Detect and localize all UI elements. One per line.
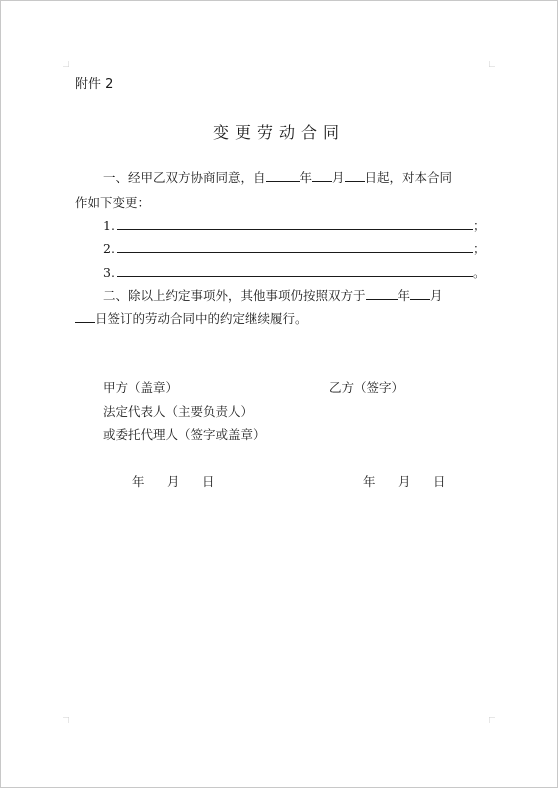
date-b-day: 日: [433, 474, 446, 489]
para2-line2-suffix: 日签订的劳动合同中的约定继续履行。: [95, 311, 308, 326]
para1-month: 月: [332, 170, 345, 185]
corner-mark-icon: [63, 61, 69, 67]
blank-year[interactable]: [366, 286, 398, 300]
date-a-day: 日: [202, 474, 215, 489]
corner-mark-icon: [489, 61, 495, 67]
blank-month[interactable]: [312, 168, 332, 182]
para1-line1: [103, 168, 452, 186]
item-blank[interactable]: [117, 263, 473, 277]
blank-month[interactable]: [410, 286, 430, 300]
party-b-label: 乙方（签字）: [329, 380, 405, 395]
item-end: ；: [473, 218, 486, 233]
item-end: ；: [473, 241, 486, 256]
date-a-month: 月: [167, 474, 180, 489]
change-item-3: [103, 263, 486, 281]
date-b-month: 月: [398, 474, 411, 489]
agent-label: 或委托代理人（签字或盖章）: [103, 427, 266, 442]
item-blank[interactable]: [117, 216, 473, 230]
date-a-year: 年: [132, 474, 145, 489]
attachment-label: 附件 2: [75, 77, 114, 92]
para1-prefix: 一、经甲乙双方协商同意，自: [103, 170, 266, 185]
para2-month: 月: [430, 288, 443, 303]
para2-line2: [75, 309, 308, 327]
corner-mark-icon: [489, 717, 495, 723]
item-number: 3.: [103, 265, 115, 280]
para2-prefix: 二、除以上约定事项外，其他事项仍按照双方于: [103, 288, 366, 303]
para1-day-suffix: 日起，对本合同: [364, 170, 453, 185]
change-item-1: [103, 216, 486, 234]
para1-year: 年: [299, 170, 313, 185]
item-number: 1.: [103, 218, 115, 233]
item-end: 。: [473, 265, 486, 280]
corner-mark-icon: [63, 717, 69, 723]
change-item-2: [103, 239, 486, 257]
date-b-year: 年: [363, 474, 376, 489]
party-a-label: 甲方（盖章）: [103, 380, 179, 395]
legal-rep-label: 法定代表人（主要负责人）: [103, 404, 254, 419]
document-title: 变更劳动合同: [212, 123, 345, 142]
blank-day[interactable]: [345, 168, 365, 182]
para2-line1: [103, 286, 443, 304]
blank-day[interactable]: [75, 309, 95, 323]
blank-year[interactable]: [266, 168, 300, 182]
para2-year: 年: [397, 288, 411, 303]
para1-line2: 作如下变更：: [75, 195, 151, 210]
item-number: 2.: [103, 241, 115, 256]
item-blank[interactable]: [117, 239, 473, 253]
